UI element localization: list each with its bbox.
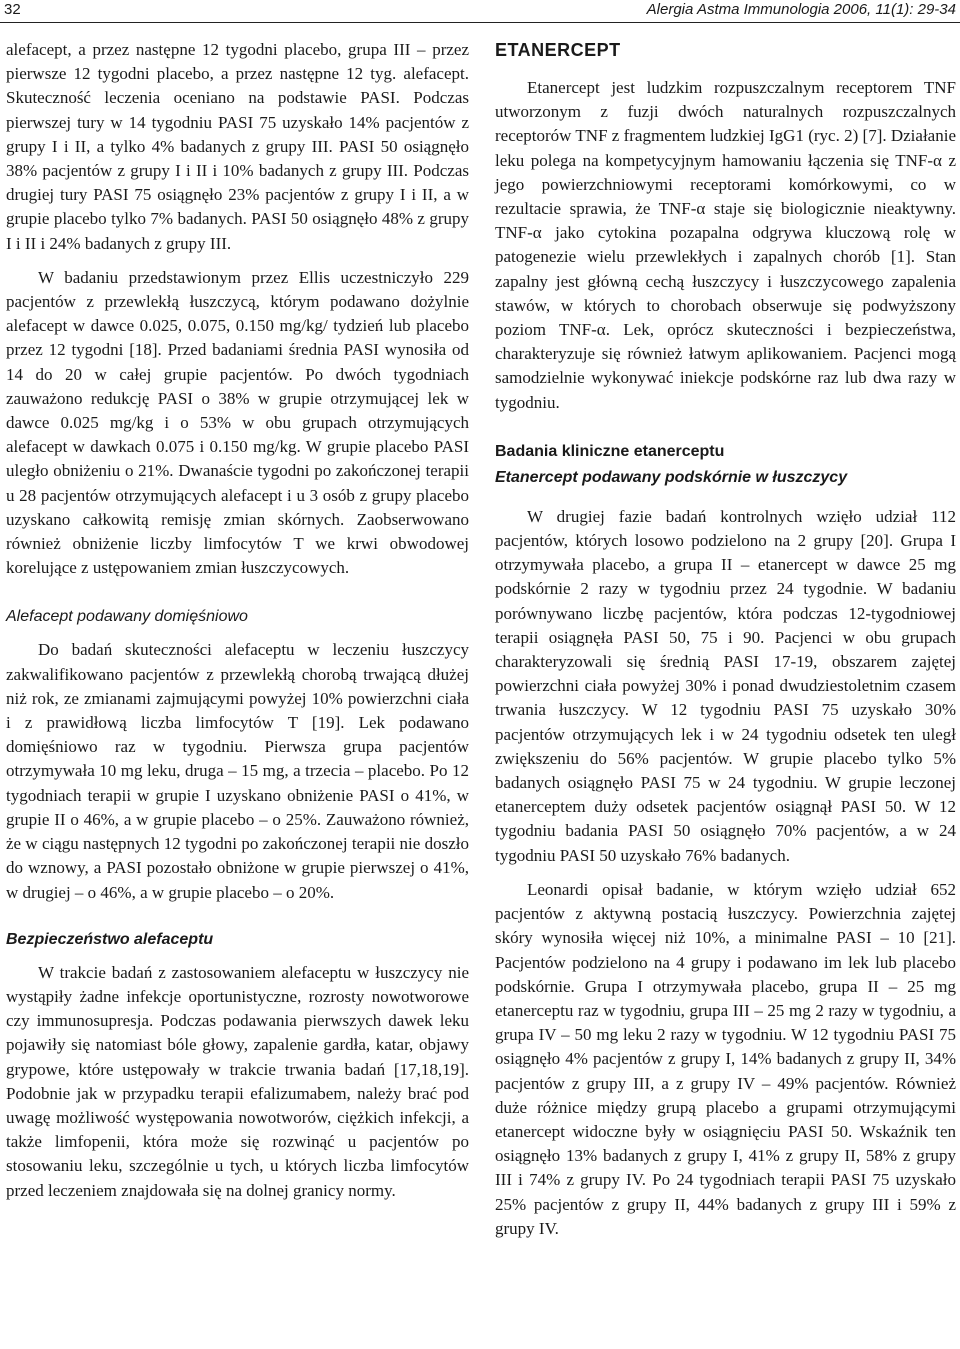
left-paragraph-1: alefacept, a przez następne 12 tygodni placebo, grupa III – przez pierwsze 12 tygodni placebo, a przez następne 12 tyg. alefacept. Skuteczność leczenia oceniano na podstawie PASI. Podczas pierwszej tury w 14 tygodniu PASI 75 uzyskało 14% pacjentów z grupy I i II, a tylko 4% badanych z grupy III. PASI 50 osiągnęło 38% pacjentów z grupy I i II i 10% badanych z grupy III. Podczas drugiej tury PASI 75 osiągnęło 23% pacjentów z grupy I i II, a w grupie placebo tylko 7% badanych. PASI 50 osiągnęło 48% z grupy I i II i 24% badanych z grupy III.: [6, 40, 469, 253]
section-heading-alefacept-im: Alefacept podawany domięśniowo: [6, 608, 248, 626]
section-heading-etanercept: ETANERCEPT: [495, 40, 621, 60]
left-paragraph-3: Do badań skuteczności alefaceptu w leczeniu łuszczycy zakwalifikowano pacjentów z przewlekłą chorobą trwającą dłużej niż rok, ze zmianami zajmującymi powyżej 10% powierzchni ciała i z prawidłową liczba limfocytów T [19]. Lek podawano domięśniowo raz w tygodniu. Pierwsza grupa pacjentów otrzymywała 10 mg leku, druga – 15 mg, a trzecia – placebo. Po 12 tygodniach terapii w grupie I uzyskano obniżenie PASI o 41%, w grupie II o 46%, a w grupie placebo – o 25%. Zauważono również, że w ciągu następnych 12 tygodni po zakończonej terapii nie doszło do wznowy, a PASI pozostało obniżone w grupie pierwszej o 41%, w drugiej – o 46%, a w grupie placebo – o 20%.: [6, 640, 469, 902]
section-heading-alefacept-safety: Bezpieczeństwo alefaceptu: [6, 930, 214, 948]
left-paragraph-4: W trakcie badań z zastosowaniem alefaceptu w łuszczycy nie wystąpiły żadne infekcje oportunistyczne, rozrosty nowotworowe czy immunosupresja. Podczas podawania pierwszych dawek leku pojawiły się natomiast bóle głowy, zapalenie gardła, katar, objawy grypowe, które ustępowały w trakcie trwania badań [17,18,19]. Podobnie jak w przypadku terapii efalizumabem, należy brać pod uwagę możliwość występowania nowotworów, ciężkich infekcji, a także limfopenii, która może się rozwinąć u pacjentów po stosowaniu leku, szczególnie u tych, u których liczba limfocytów przed leczeniem znajdowała się na dolnej granicy normy.: [6, 962, 469, 1200]
section-heading-clinical-trials: Badania kliniczne etanerceptu: [495, 442, 725, 460]
journal-running-head: Alergia Astma Immunologia 2006, 11(1): 29-34: [646, 1, 956, 18]
page-number: 32: [4, 1, 21, 18]
left-column: [6, 38, 469, 1203]
left-paragraph-2: W badaniu przedstawionym przez Ellis uczestniczyło 229 pacjentów z przewlekłą łuszczycą, którym podawano dożylnie alefacept w dawce 0.025, 0.075, 0.150 mg/kg/ tydzień lub placebo przez 12 tygodni [18]. Przed badaniami średnia PASI wynosiła od 14 do 20 w całej grupie pacjentów. Po dwóch tygodniach zauważono redukcję PASI o 38% w grupie otrzymującej lek w dawce 0.025 mg/kg i o 53% w obu grupach otrzymujących alefacept w dawkach 0.075 i 0.150 mg/kg. W grupie placebo PASI uległo obniżeniu o 21%. Dwanaście tygodni po zakończonej terapii u 28 pacjentów otrzymujących alefacept i u 3 osób z grupy placebo uzyskano całkowitą remisję zmian skórnych. Zaobserwowano również obniżenie liczby limfocytów T we krwi obwodowej korelujące z ustępowaniem zmian łuszczycowych.: [6, 267, 469, 578]
page-header: [0, 0, 960, 23]
right-paragraph-1: Etanercept jest ludzkim rozpuszczalnym receptorem TNF utworzonym z fuzji dwóch naturalnych rozpuszczalnych receptorów TNF z fragmentem ludzkiej IgG1 (ryc. 2) [7]. Działanie leku polega na kompetycyjnym hamowaniu łączenia się TNF-α z jego powierzchniowymi receptorami komórkowymi, co w rezultacie sprawia, że TNF-α staje się biologicznie nieaktywny. TNF-α jako cytokina pozapalna odgrywa kluczową rolę w patogenezie wielu przewlekłych i zapalnych chorób [1]. Stan zapalny jest główną cechą łuszczycy i łuszczycowego zapalenia stawów, w których to chorobach obserwuje się podwyższony poziom TNF-α. Lek, oprócz skuteczności i bezpieczeństwa, charakteryzuje się również łatwym aplikowaniem. Pacjenci mogą samodzielnie wykonywać iniekcje podskórne raz lub dwa razy w tygodniu.: [495, 78, 956, 412]
section-heading-etanercept-sc: Etanercept podawany podskórnie w łuszczycy: [495, 468, 848, 486]
right-column: [495, 38, 956, 1241]
right-paragraph-2: W drugiej fazie badań kontrolnych wzięło udział 112 pacjentów, których losowo podzielono na 2 grupy [20]. Grupa I otrzymywała placebo, a grupa II – etanercept w dawce 25 mg podskórnie 2 razy w tygodniu przez 24 tygodnie. W badaniu porównywano liczbę pacjentów, która podczas 12-tygodniowej terapii osiągnęła PASI 50, 75 i 90. Pacjenci w obu grupach charakteryzowali się średnią PASI 17-19, obszarem zajętej powierzchni ciała powyżej 30% i ponad dwudziestoletnim czasem trwania łuszczycy. W 12 tygodniu PASI 75 uzyskało 30% pacjentów otrzymujących lek i w 24 tygodniu odsetek ten uległ zwiększeniu do 56% pacjentów. W grupie placebo tylko 5% badanych osiągnęło PASI 75 w 24 tygodniu. W grupie leczonej etanerceptem duży odsetek pacjentów osiągnął PASI 50. W 12 tygodniu badania PASI 50 osiągnęło 70% pacjentów, a w 24 tygodniu PASI 50 uzyskało 76% badanych.: [495, 506, 956, 865]
right-paragraph-3: Leonardi opisał badanie, w którym wzięło udział 652 pacjentów z aktywną postacią łuszczycy. Powierzchnia zajętej skóry wynosiła więcej niż 10%, a minimalne PASI – 10 [21]. Pacjentów podzielono na 4 grupy i podawano im lek lub placebo podskórnie. Grupa I otrzymywała placebo, grupa II – 25 mg etanerceptu raz w tygodniu, grupa III – 25 mg 2 razy w tygodniu, a grupa IV – 50 mg leku 2 razy w tygodniu. W 12 tygodniu PASI 75 osiągnęło 4% pacjentów z grupy I, 14% badanych z grupy II, 34% pacjentów z grupy III, a z grupy IV – 49% pacjentów. Również duże różnice między grupą placebo a grupami otrzymującymi etanercept widoczne były w osiągnięciu PASI 50. Wskaźnik ten osiągnęło 13% badanych z grupy I, 41% z grupy II, 58% z grupy III i 74% z grupy IV. Po 24 tygodniach terapii PASI 75 uzyskało 25% pacjentów z grupy II, 44% badanych z grupy III i 59% z grupy IV.: [495, 879, 956, 1238]
